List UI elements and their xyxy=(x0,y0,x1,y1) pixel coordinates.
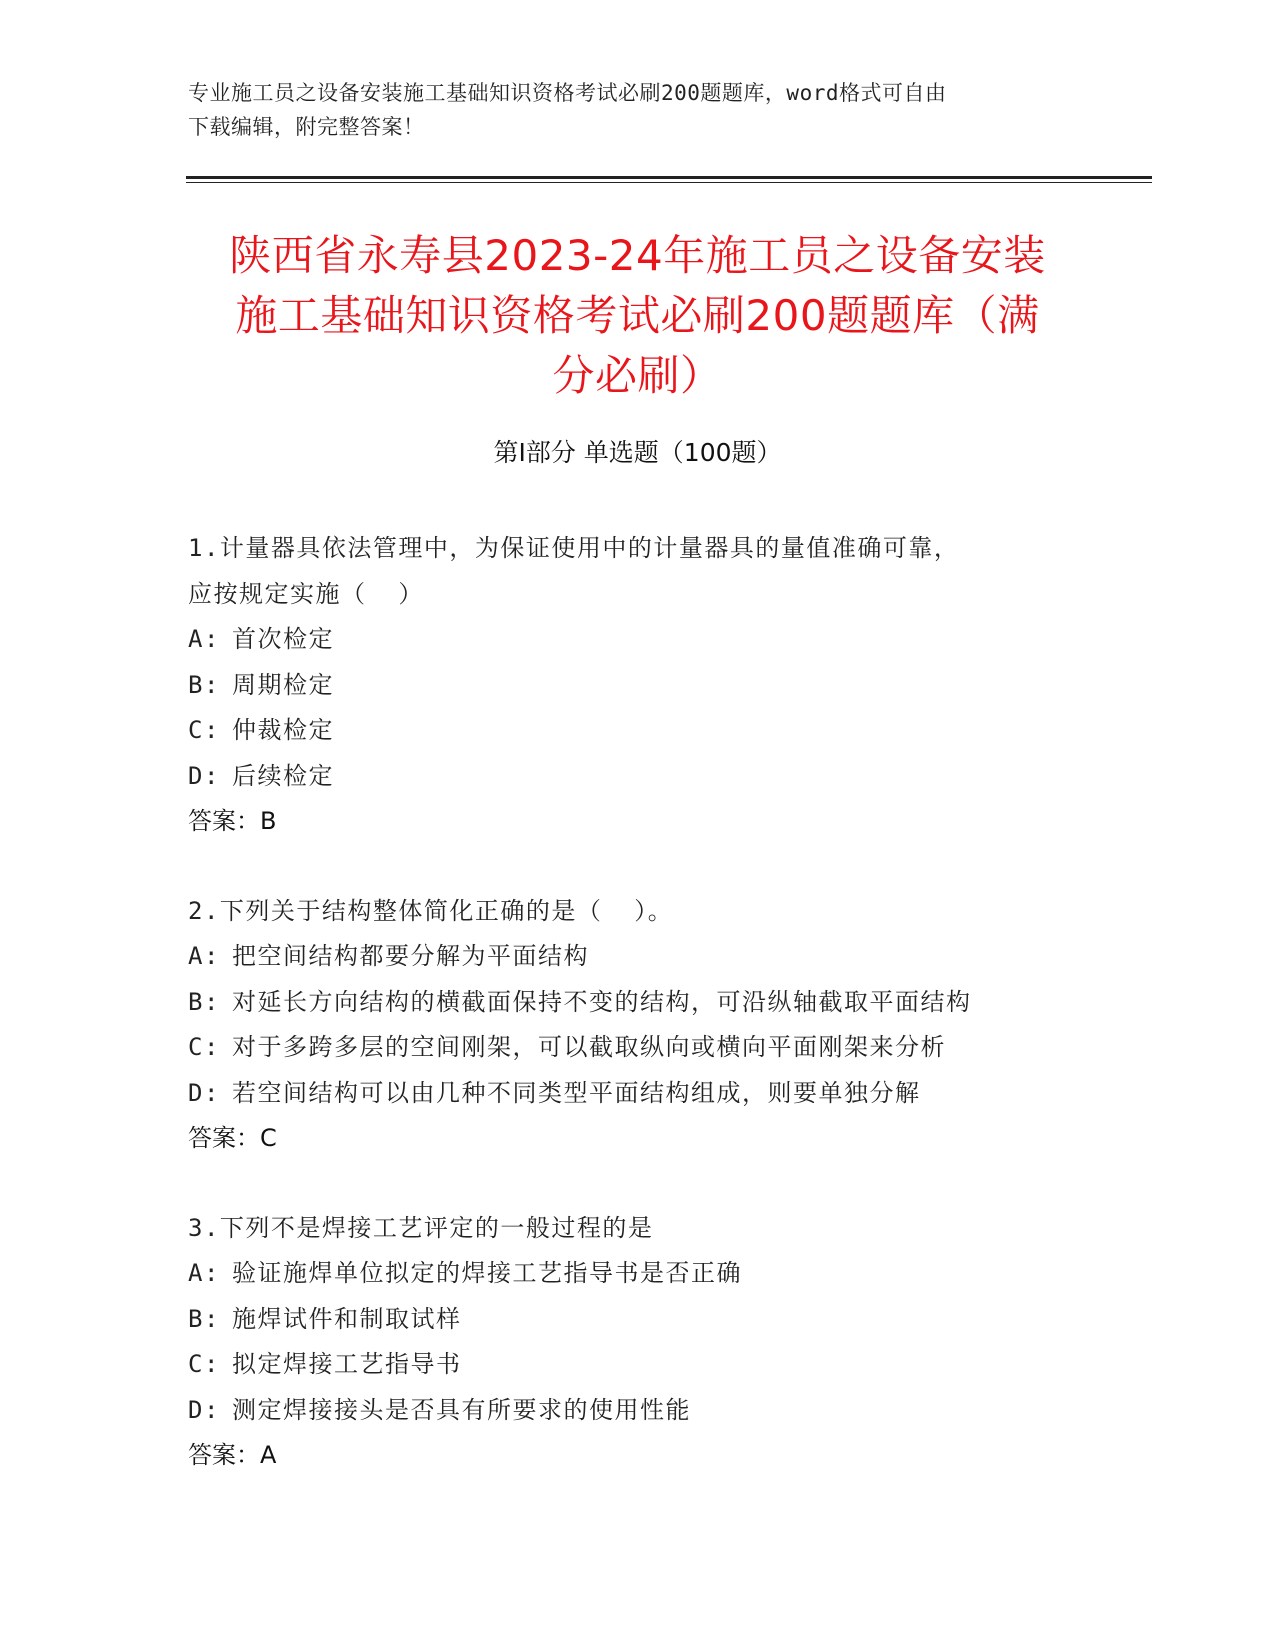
option-text: 拟定焊接工艺指导书 xyxy=(232,1350,462,1378)
option-letter: C: xyxy=(188,1033,220,1061)
option-letter: B: xyxy=(188,670,220,699)
option-b xyxy=(188,1297,1088,1343)
option-letter: D: xyxy=(188,761,220,790)
option-text: 把空间结构都要分解为平面结构 xyxy=(232,942,589,970)
document-title-line-3: 分必刷） xyxy=(552,351,723,400)
option-letter: C: xyxy=(188,716,220,744)
header-divider-thin xyxy=(186,182,1152,183)
document-title-line-2: 施工基础知识资格考试必刷200题题库（满 xyxy=(235,291,1040,340)
question-stem: 2.下列关于结构整体简化正确的是（ ）。 xyxy=(188,896,674,925)
option-text: 若空间结构可以由几种不同类型平面结构组成，则要单独分解 xyxy=(232,1078,921,1107)
option-text: 首次检定 xyxy=(232,625,334,653)
header-note-line-2: 下载编辑，附完整答案！ xyxy=(188,115,425,139)
option-letter: A: xyxy=(188,625,220,653)
section-title: 第Ⅰ部分 单选题（100题） xyxy=(493,438,782,467)
answer-line: 答案：C xyxy=(188,1124,277,1152)
option-d xyxy=(188,1388,1088,1434)
question-1 xyxy=(188,526,1088,845)
option-a xyxy=(188,1251,1088,1297)
option-text: 测定焊接接头是否具有所要求的使用性能 xyxy=(232,1395,691,1424)
option-d xyxy=(188,1071,1088,1117)
option-d xyxy=(188,754,1088,800)
option-text: 周期检定 xyxy=(232,670,334,699)
option-text: 对于多跨多层的空间刚架，可以截取纵向或横向平面刚架来分析 xyxy=(232,1033,946,1061)
option-letter: B: xyxy=(188,1304,220,1333)
header-divider-thick xyxy=(186,176,1152,179)
header-note xyxy=(188,76,1068,144)
question-2 xyxy=(188,889,1088,1162)
option-c xyxy=(188,1025,1088,1071)
document-title xyxy=(160,226,1115,406)
option-letter: A: xyxy=(188,1259,220,1287)
option-a xyxy=(188,617,1088,663)
option-c xyxy=(188,1342,1088,1388)
question-stem-continued: 应按规定实施（ ） xyxy=(188,579,424,608)
question-list xyxy=(188,526,1088,1523)
option-b xyxy=(188,663,1088,709)
option-letter: D: xyxy=(188,1078,220,1107)
option-text: 对延长方向结构的横截面保持不变的结构，可沿纵轴截取平面结构 xyxy=(232,987,972,1016)
question-stem: 3.下列不是焊接工艺评定的一般过程的是 xyxy=(188,1213,654,1242)
option-a xyxy=(188,934,1088,980)
answer-line: 答案：B xyxy=(188,807,277,835)
option-b xyxy=(188,980,1088,1026)
option-letter: D: xyxy=(188,1395,220,1424)
document-title-line-1: 陕西省永寿县2023-24年施工员之设备安装 xyxy=(229,231,1046,280)
option-letter: C: xyxy=(188,1350,220,1378)
option-text: 验证施焊单位拟定的焊接工艺指导书是否正确 xyxy=(232,1259,742,1287)
option-text: 施焊试件和制取试样 xyxy=(232,1304,462,1333)
option-text: 后续检定 xyxy=(232,761,334,790)
option-c xyxy=(188,708,1088,754)
question-3 xyxy=(188,1206,1088,1479)
header-note-line-1: 专业施工员之设备安装施工基础知识资格考试必刷200题题库，word格式可自由 xyxy=(188,81,947,105)
option-letter: B: xyxy=(188,987,220,1016)
answer-line: 答案：A xyxy=(188,1441,277,1469)
question-stem: 1.计量器具依法管理中，为保证使用中的计量器具的量值准确可靠， xyxy=(188,534,960,562)
option-text: 仲裁检定 xyxy=(232,716,334,744)
option-letter: A: xyxy=(188,942,220,970)
